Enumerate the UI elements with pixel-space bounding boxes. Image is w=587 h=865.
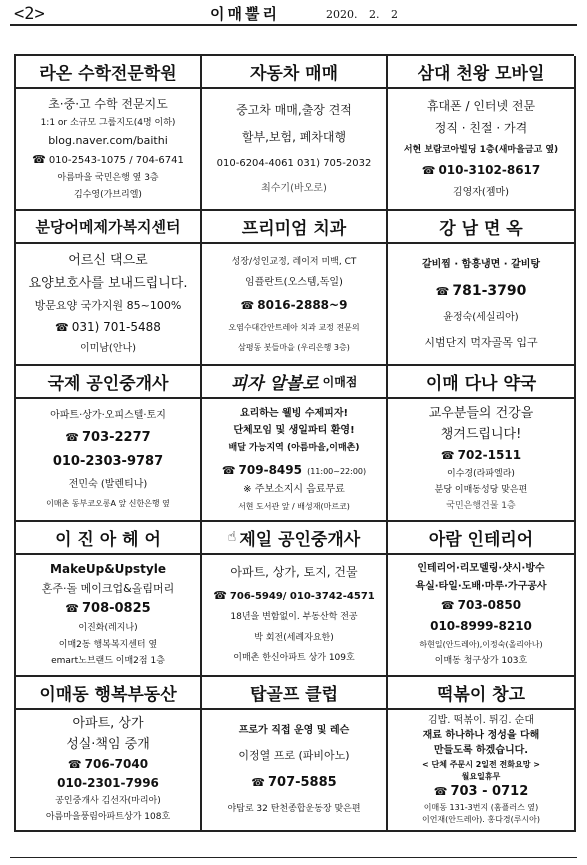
ad-line: 임플란트(오스템,독일) [245, 277, 343, 289]
ad-line: 어르신 댁으로 [68, 253, 148, 269]
issue-date: 2020. 2. 2 [326, 8, 398, 21]
ad-mobile-shop [388, 56, 576, 211]
phone-number: 703 - 0712 [450, 783, 529, 799]
phone-icon: ☎ [55, 320, 69, 334]
ad-raon-math [16, 56, 202, 211]
ad-line: 욕실·타일·도배·마루·가구공사 [415, 581, 547, 593]
phone-number: 010-2543-1075 / 704-6741 [48, 155, 184, 167]
ad-title: 아람 인테리어 [388, 522, 574, 555]
ad-title: 자동차 매매 [202, 56, 386, 89]
ad-premium-dental [202, 211, 388, 366]
ad-line: 최수기(바오로) [261, 182, 327, 194]
ad-line: 요리하는 웰빙 수제피자! [239, 407, 349, 419]
phone-number: 706-5949/ 010-3742-4571 [229, 590, 375, 602]
ad-line: 18년을 변함없이. 부동산학 전공 [230, 612, 358, 623]
phone-icon: ☎ [65, 601, 79, 615]
phone-number: 707-5885 [267, 774, 337, 790]
ad-line: 혼주·돌 메이크업&올림머리 [41, 581, 175, 595]
phone-number: 708-0825 [81, 600, 151, 616]
ad-line: 인테리어·리모델링·샷시·방수 [417, 563, 545, 575]
page-header [0, 0, 587, 28]
ad-line: 1:1 or 소규모 그룹지도(4명 이하) [40, 117, 176, 128]
ad-tteokbokki-changgo [388, 677, 576, 832]
ad-line: 초·중·고 수학 전문지도 [48, 96, 168, 111]
ad-line: 이미남(안나) [79, 342, 137, 354]
ad-title: 제일 공인중개사 [239, 529, 361, 550]
ad-car-trade [202, 56, 388, 211]
ad-line: 성실·책임 중개 [66, 736, 150, 752]
ad-line: 교우분들의 건강을 [428, 406, 534, 422]
ad-line: < 단체 주문시 2일전 전화요망 > [422, 759, 540, 769]
ad-title: 이매 다나 약국 [388, 366, 574, 399]
ad-line: 만들도록 하겠습니다. [433, 744, 529, 756]
ad-line: ※ 주보소지시 음료무료 [243, 484, 345, 496]
ad-title: 라온 수학전문학원 [16, 56, 200, 89]
ad-line: 국민은행건물 1층 [446, 501, 516, 512]
phone-number: 010-6204-4061 031) 705-2032 [216, 157, 372, 169]
phone-number: 010-3102-8617 [438, 163, 541, 178]
ad-line: 월요일휴무 [461, 772, 501, 782]
ad-grid [14, 54, 574, 832]
ad-haengbok-realty [16, 677, 202, 832]
ad-line: 배달 가능지역 (아름마을,이매촌) [228, 443, 360, 454]
ad-line: 챙겨드립니다! [440, 427, 522, 443]
ad-line: blog.naver.com/baithi [48, 133, 168, 147]
ad-line: 이진화(레지나) [78, 622, 138, 633]
ad-line: 아름마을 국민은행 옆 3층 [57, 173, 159, 184]
ad-top-golf [202, 677, 388, 832]
ad-dana-pharmacy [388, 366, 576, 521]
ad-line: 이매촌 한신아파트 상가 109호 [233, 652, 355, 663]
phone-number: 010-2301-7996 [57, 776, 159, 791]
ad-line: 삼평동 봇들마을 (우리은행 3층) [238, 342, 350, 352]
phone-number: 703-0850 [457, 598, 522, 613]
ad-line: 아파트, 상가 [72, 716, 144, 732]
ad-title-suffix: 이매점 [322, 375, 358, 390]
phone-number: 709-8495 [238, 462, 302, 477]
phone-icon: ☎ [213, 588, 227, 602]
ad-title: 국제 공인중개사 [16, 366, 200, 399]
hand-pointer-icon: ☝ [227, 529, 237, 546]
ad-line: 야탑로 32 탄천종합운동장 맞은편 [227, 804, 361, 815]
ad-title: 탑골프 클럽 [202, 677, 386, 710]
ad-line: 서현 도서관 앞 / 배성재(마르코) [238, 502, 350, 512]
ad-line: 윤정숙(세실리아) [443, 312, 519, 324]
header-rule [10, 24, 577, 26]
ad-line: 갈비찜 · 함흥냉면 · 갈비탕 [421, 259, 541, 271]
phone-icon: ☎ [421, 164, 436, 178]
ad-line: 요양보호사를 보내드립니다. [28, 276, 188, 292]
ad-line: 오염수대간안트레아 치과 교정 전문의 [228, 323, 360, 333]
phone-number: 031) 701-5488 [71, 319, 161, 334]
page-number: <2> [14, 4, 45, 24]
phone-number: 8016-2888~9 [257, 298, 348, 313]
ad-title-row [202, 366, 386, 399]
ad-line: 이언재(안드레아). 홍다경(루시아) [421, 815, 541, 825]
ad-line: 김밥. 떡볶이. 튀김. 순대 [427, 715, 534, 727]
ad-line: 아파트, 상가, 토지, 건물 [230, 565, 358, 580]
ad-lee-jina-hair [16, 522, 202, 677]
ad-line: 성장/성인교정, 레이저 미백, CT [231, 256, 357, 267]
phone-icon: ☎ [67, 757, 82, 771]
phone-number: 706-7040 [84, 756, 149, 771]
ad-line: MakeUp&Upstyle [50, 561, 166, 576]
phone-icon: ☎ [221, 463, 236, 477]
phone-number: 010-8999-8210 [430, 618, 532, 633]
footer-rule [10, 857, 577, 858]
ad-title: 이매동 행복부동산 [16, 677, 200, 710]
ad-title: 떡볶이 창고 [388, 677, 574, 710]
ad-line: 중고차 매매,출장 견적 [236, 103, 352, 118]
ad-welfare-center [16, 211, 202, 366]
phone-icon: ☎ [440, 449, 455, 463]
ad-line: 아파트·상가·오피스텔·토지 [50, 410, 166, 422]
ad-line: 이매동 청구상가 103호 [434, 655, 528, 666]
ad-line: 이정열 프로 (파비아노) [238, 748, 350, 762]
ad-title-row [202, 522, 386, 555]
ad-jeil-realty [202, 522, 388, 677]
ad-line: 김수영(가브리엘) [74, 190, 142, 201]
phone-icon: ☎ [32, 153, 46, 167]
ad-title: 강 남 면 옥 [388, 211, 574, 244]
ad-gukje-realty [16, 366, 202, 521]
ad-pizza-alvolo [202, 366, 388, 521]
phone-icon: ☎ [240, 299, 255, 313]
ad-line: 이매촌 동부코오롱A 앞 신한은행 옆 [46, 499, 170, 509]
ad-line: 정직 · 친절 · 가격 [434, 121, 528, 136]
ad-line: 전민숙 (발렌티나) [68, 478, 148, 490]
ad-line: 재료 하나하나 정성을 다해 [422, 729, 540, 741]
ad-line: 방문요양 국가지원 85~100% [34, 299, 182, 313]
ad-gangnam-myeonok [388, 211, 576, 366]
ad-title: 프리미엄 치과 [202, 211, 386, 244]
ad-line: 하현일(안드레아),이정숙(올리아나) [419, 640, 543, 650]
ad-line: 단체모임 및 생일파티 환영! [233, 425, 355, 437]
ad-line: 이수경(라파엘라) [447, 468, 515, 479]
newsletter-title: 이매뿔리 [210, 5, 280, 23]
phone-icon: ☎ [65, 430, 79, 444]
phone-icon: ☎ [433, 784, 448, 798]
ad-line: 시범단지 먹자골목 입구 [424, 335, 538, 349]
ad-line: emart노브랜드 이매2점 1층 [51, 656, 165, 667]
ad-title: 삼대 천왕 모바일 [388, 56, 574, 89]
ad-aram-interior [388, 522, 576, 677]
ad-line: 아름마을풍림아파트상가 108호 [45, 812, 171, 823]
phone-number: 010-2303-9787 [52, 453, 164, 469]
phone-icon: ☎ [440, 599, 455, 613]
ad-title: 이 진 아 헤 어 [16, 522, 200, 555]
ad-line: 프로가 직접 운영 및 레슨 [238, 725, 350, 737]
phone-number: 781-3790 [452, 283, 527, 300]
ad-line: 분당 이매동성당 맞은편 [434, 485, 528, 496]
ad-line: 박 회전(세례자요한) [254, 632, 334, 643]
ad-line: 서현 보람코아빌딩 1층(새마을금고 옆) [403, 145, 559, 156]
phone-number: 703-2277 [81, 429, 151, 445]
ad-line: 할부,보험, 폐차대행 [241, 130, 347, 145]
ad-title: 분당어메제가복지센터 [16, 211, 200, 244]
ad-line: 김영자(젬마) [452, 186, 510, 198]
ad-title: 피자 알볼로 [230, 374, 319, 395]
phone-icon: ☎ [251, 775, 265, 789]
ad-line: 휴대폰 / 인터넷 전문 [426, 98, 536, 113]
business-hours: (11:00~22:00) [307, 466, 367, 476]
ad-line: 이매2동 행복복지센터 옆 [58, 639, 158, 650]
ad-line: 이매동 131-3번지 (홈플러스 옆) [423, 802, 539, 812]
phone-icon: ☎ [435, 285, 450, 299]
phone-number: 702-1511 [457, 448, 522, 463]
ad-line: 공인중개사 김선자(마리아) [55, 796, 161, 807]
